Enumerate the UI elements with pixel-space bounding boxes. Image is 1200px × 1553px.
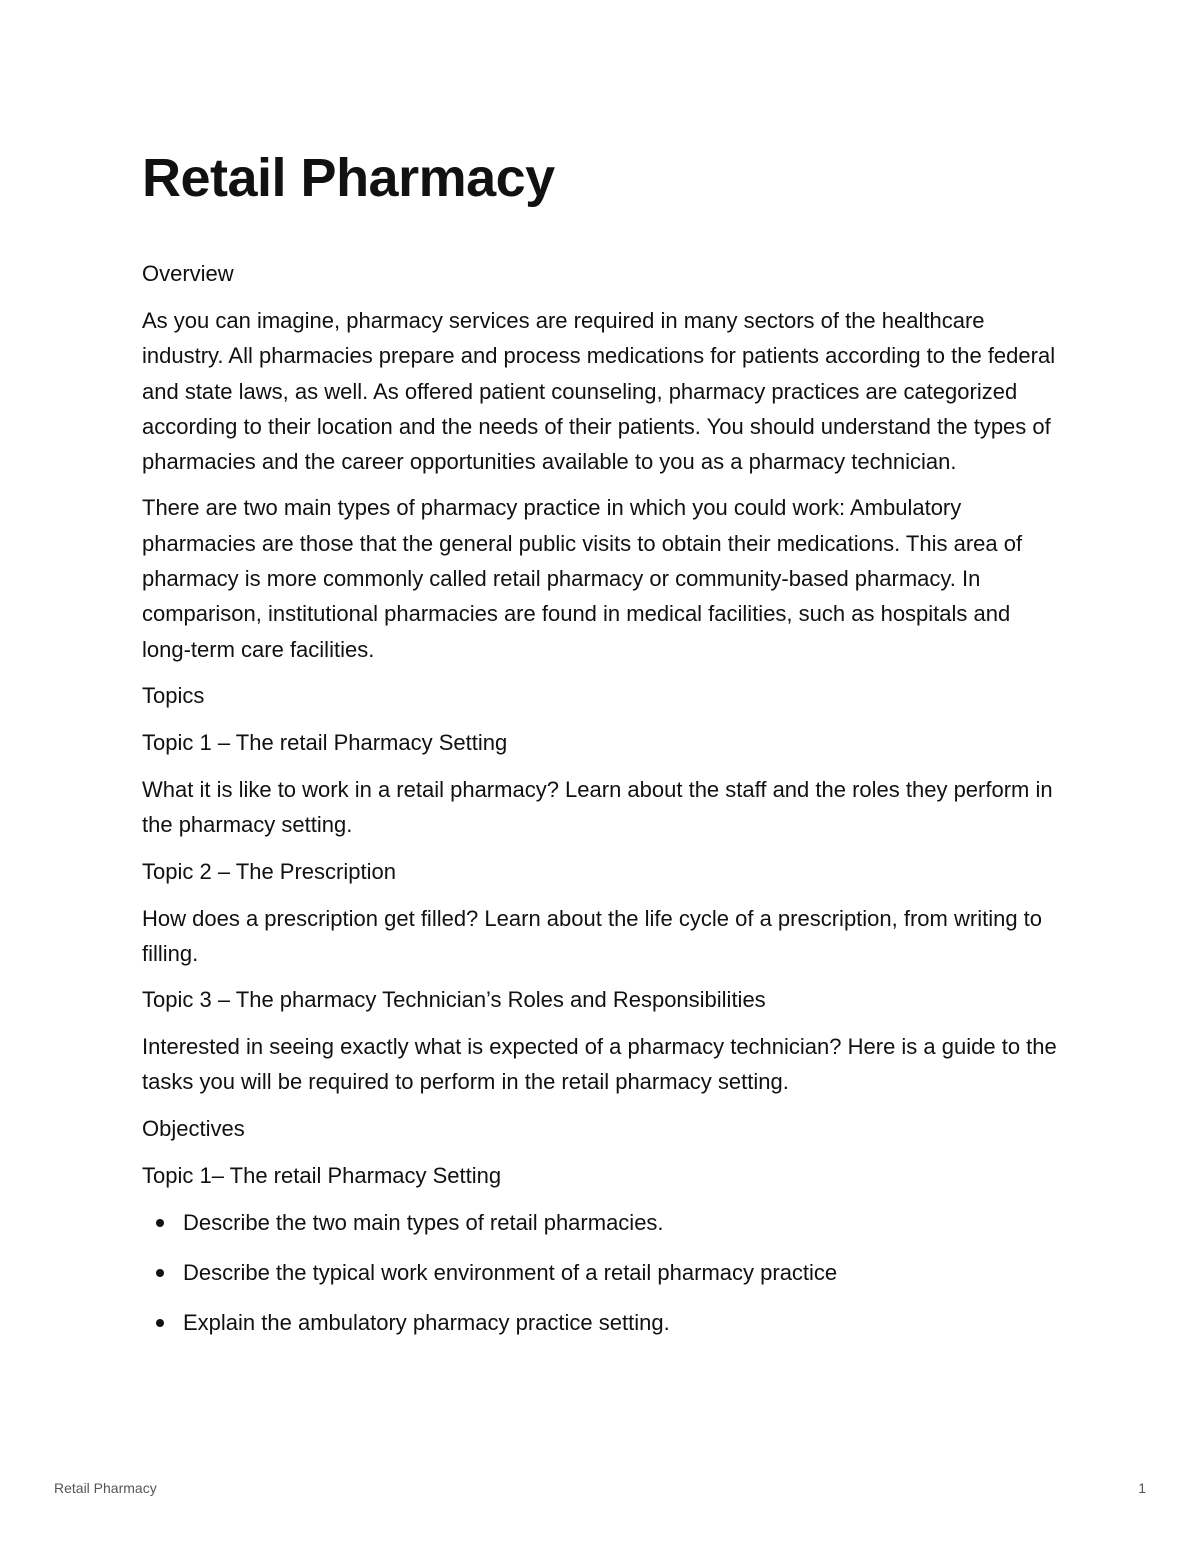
footer-label: Retail Pharmacy — [54, 1480, 157, 1496]
overview-heading: Overview — [142, 261, 234, 286]
objectives-heading: Objectives — [142, 1115, 245, 1141]
topic-3-title: Topic 3 – The pharmacy Technician’s Roles and Responsibilities — [142, 987, 766, 1013]
bullet-icon — [156, 1219, 164, 1227]
objectives-list — [142, 1205, 1062, 1341]
overview-paragraph-1: As you can imagine, pharmacy services are required in many sectors of the healthcare industry. All pharmacies prepare and process medications for patients according to the federal and state laws, as well. As offered patient counseling, pharmacy practices are categorized according to their location and the needs of their patients. You should understand the types of pharmacies and the career opportunities available to you as a pharmacy technician. — [142, 308, 1056, 475]
bullet-icon — [156, 1269, 164, 1277]
objectives-topic-title: Topic 1– The retail Pharmacy Setting — [142, 1162, 502, 1188]
objective-text: Describe the typical work environment of a retail pharmacy practice — [183, 1259, 838, 1285]
objective-text: Describe the two main types of retail pharmacies. — [183, 1209, 664, 1235]
topic-3-description: Interested in seeing exactly what is expected of a pharmacy technician? Here is a guide to the tasks you will be required to perform in the retail pharmacy setting. — [142, 1034, 1057, 1095]
overview-paragraph-2: There are two main types of pharmacy practice in which you could work: Ambulatory pharmacies are those that the general public visits to obtain their medications. This area of pharmacy is more commonly called retail pharmacy or community-based pharmacy. In comparison, institutional pharmacies are found in medical facilities, such as hospitals and long-term care facilities. — [142, 495, 1023, 662]
topic-2-description: How does a prescription get filled? Learn about the life cycle of a prescription, from writing to filling. — [142, 905, 1043, 966]
list-item — [142, 1205, 1062, 1241]
topic-1-description: What it is like to work in a retail pharmacy? Learn about the staff and the roles they perform in the pharmacy setting. — [142, 776, 1053, 838]
topic-2-title: Topic 2 – The Prescription — [142, 858, 396, 884]
topics-heading: Topics — [142, 682, 205, 708]
page-title: Retail Pharmacy — [142, 148, 555, 208]
page-content — [142, 140, 1062, 1355]
objective-text: Explain the ambulatory pharmacy practice setting. — [183, 1309, 670, 1335]
topic-1-title: Topic 1 – The retail Pharmacy Setting — [142, 729, 508, 755]
list-item — [142, 1255, 1062, 1291]
page-number: 1 — [1138, 1480, 1146, 1496]
bullet-icon — [156, 1319, 164, 1327]
list-item — [142, 1305, 1062, 1341]
